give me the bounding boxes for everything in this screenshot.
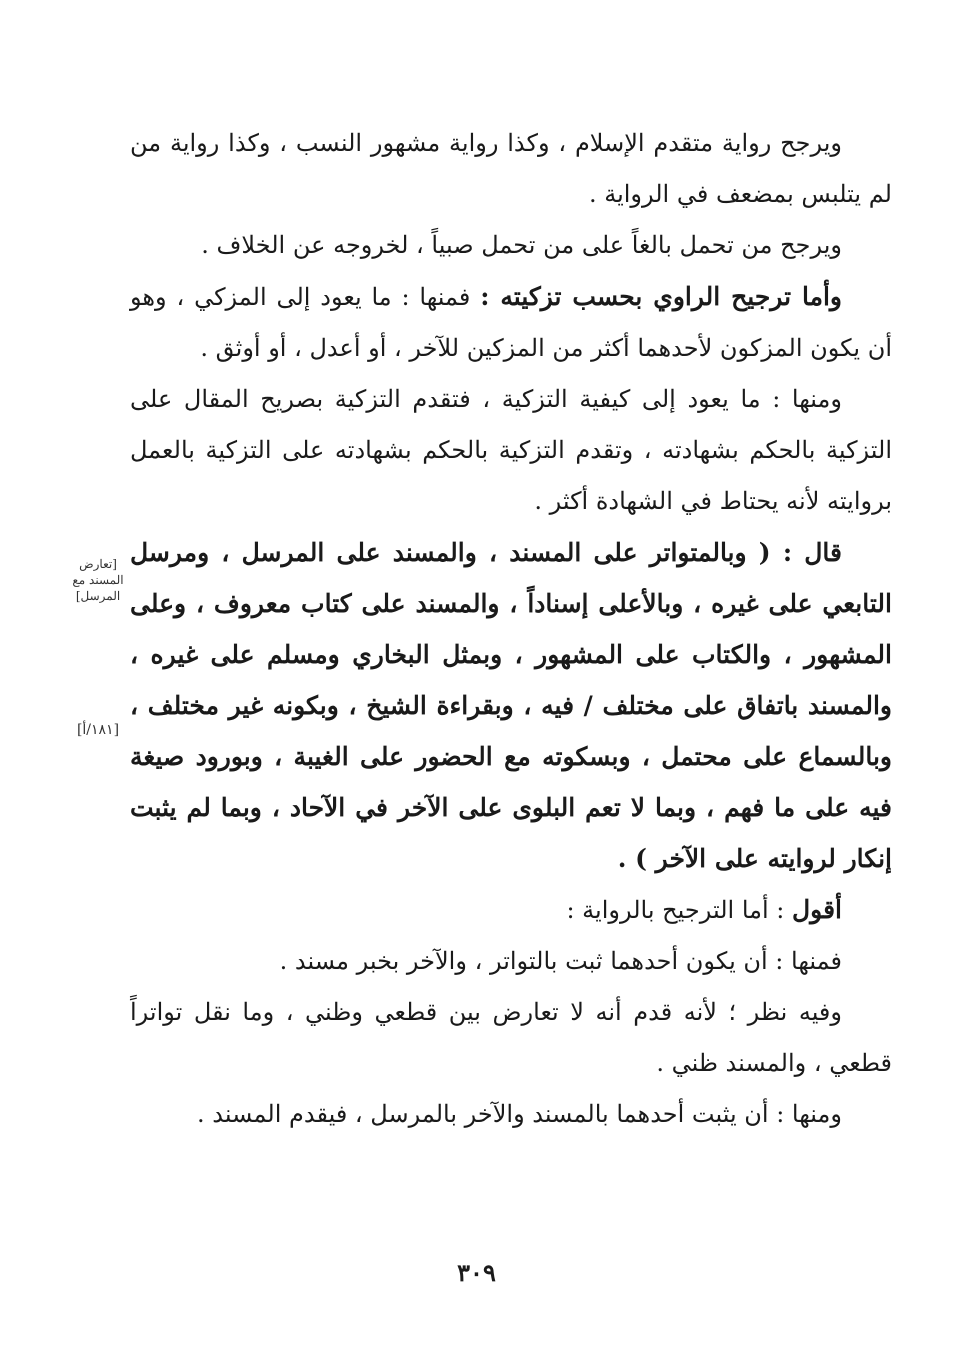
margin-note-folio: [١٨١/أ] — [76, 722, 120, 738]
paragraph-8 — [130, 987, 892, 1089]
paragraph-3-text: فمنها : ما يعود إلى المزكي ، وهو أن يكون المزكون لأحدهما أكثر من المزكين للآخر ، أو أعدل ، أو أوثق . — [130, 283, 892, 362]
paragraph-3-heading: وأما ترجيح الراوي بحسب تزكيته : — [480, 282, 842, 311]
paragraph-2-text: ويرجح من تحمل بالغاً على من تحمل صبياً ، لخروجه عن الخلاف . — [201, 231, 842, 259]
paragraph-1-text: ويرجح رواية متقدم الإسلام ، وكذا رواية مشهور النسب ، وكذا رواية من لم يتلبس بمضعف في الرواية . — [130, 129, 892, 208]
quoted-matn-part-2: وبالسماع على محتمل ، وبسكوته مع الحضور على الغيبة ، وبورود صيغة فيه على ما فهم ، وبما لا تعم البلوى على الآخر في الآحاد ، وبما لم يثبت إنكار لروايته على الآخر ) . — [130, 742, 892, 873]
paragraph-6-text: : أما الترجيح بالرواية : — [566, 896, 793, 924]
paragraph-7-text: فمنها : أن يكون أحدهما ثبت بالتواتر ، والآخر بخبر مسند . — [279, 947, 842, 975]
paragraph-7 — [130, 936, 892, 987]
quoted-matn — [130, 527, 892, 884]
quoted-matn-part-1: قال : ( وبالمتواتر على المسند ، والمسند على المرسل ، ومرسل التابعي على غيره ، وبالأعلى إسناداً ، والمسند على كتاب معروف ، وعلى المشهور ، والكتاب على المشهور ، وبمثل البخاري ومسلم على غيره ، والمسند باتفاق على مختلف / فيه ، وبقراءة الشيخ ، وبكونه غير مختلف ، — [130, 538, 892, 720]
margin-note-topic: [تعارض المسند مع المرسل] — [72, 557, 124, 603]
paragraph-1 — [130, 118, 892, 220]
paragraph-4-text: ومنها : ما يعود إلى كيفية التزكية ، فتقدم التزكية بصريح المقال على التزكية بالحكم بشهادته ، وتقدم التزكية بالحكم بشهادته على التزكية بالعمل بروايته لأنه يحتاط في الشهادة أكثر . — [130, 385, 892, 515]
main-text — [130, 118, 892, 1140]
paragraph-2 — [130, 220, 892, 271]
paragraph-9 — [130, 1089, 892, 1140]
paragraph-6 — [130, 884, 892, 936]
paragraph-4 — [130, 374, 892, 527]
paragraph-9-text: ومنها : أن يثبت أحدهما بالمسند والآخر بالمرسل ، فيقدم المسند . — [197, 1100, 842, 1128]
paragraph-3 — [130, 271, 892, 374]
paragraph-8-text: وفيه نظر ؛ لأنه قدم أنه لا تعارض بين قطعي وظني ، وما نقل تواتراً قطعي ، والمسند ظني . — [130, 998, 892, 1077]
aqulu-heading: أقول — [792, 895, 842, 924]
page-number: ٣٠٩ — [457, 1258, 496, 1287]
